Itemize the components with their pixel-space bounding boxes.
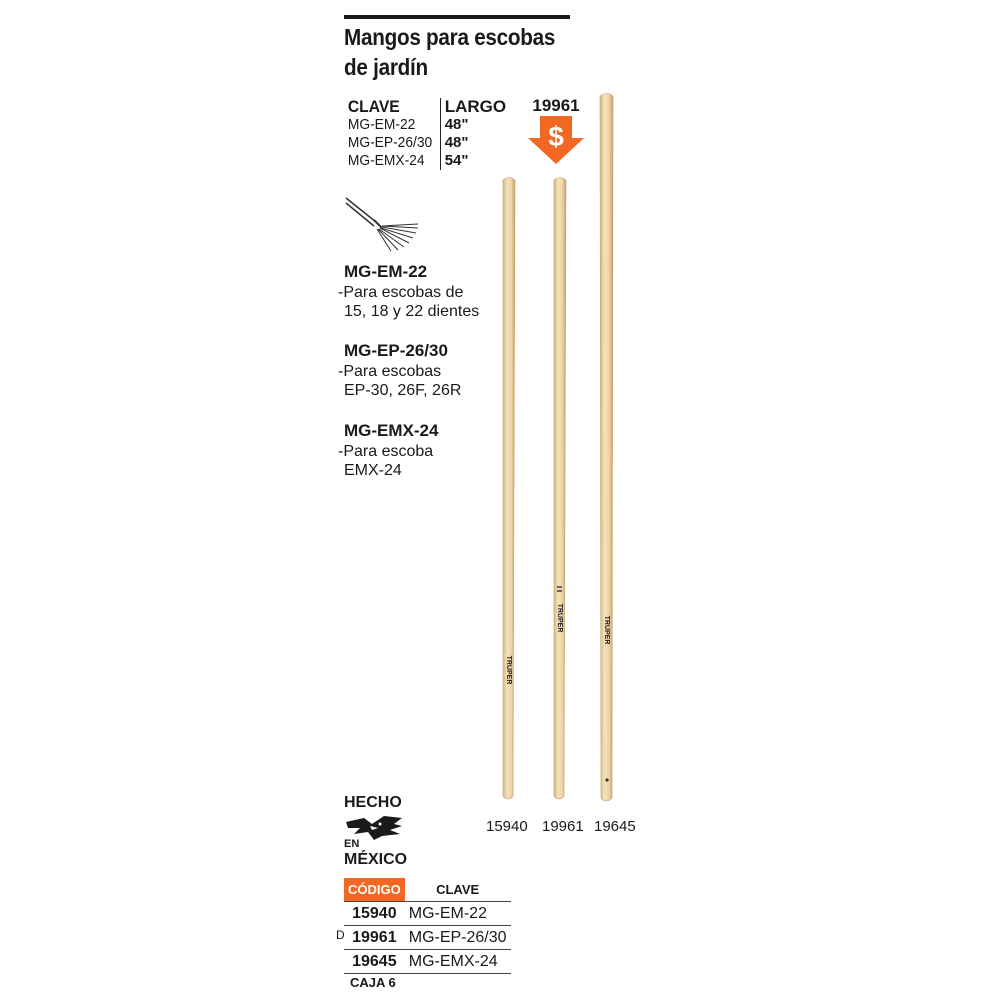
code-clave: MG-EM-22 — [405, 902, 511, 926]
title-rule — [344, 15, 570, 19]
code-table — [344, 878, 511, 974]
handle-19961 — [554, 178, 566, 800]
handle-code-label: 19645 — [594, 818, 636, 835]
brand-marking: TRUPER — [505, 655, 512, 685]
spec-clave: MG-EP-26/30 — [347, 134, 433, 151]
code-codigo: 15940 — [344, 902, 405, 926]
made-in-country: MÉXICO — [344, 851, 408, 868]
brand-marking: TRUPER — [603, 615, 610, 645]
handle-15940 — [503, 178, 515, 800]
spec-clave: MG-EMX-24 — [347, 152, 425, 169]
spec-largo: 54" — [440, 152, 506, 170]
box-quantity: CAJA 6 — [350, 975, 396, 990]
code-clave: MG-EP-26/30 — [405, 926, 511, 950]
description-text: 15, 18 y 22 dientes — [344, 303, 480, 320]
code-header-codigo: CÓDIGO — [344, 878, 405, 902]
handle-19645 — [600, 94, 613, 802]
description-code: MG-EM-22 — [344, 262, 428, 281]
row-marker: D — [336, 928, 345, 942]
eagle-logo-icon — [344, 814, 404, 840]
code-clave: MG-EMX-24 — [405, 950, 511, 974]
price-symbol: $ — [548, 121, 564, 152]
description-text: -Para escobas de — [338, 284, 464, 301]
brand-marking: TRUPER — [556, 603, 563, 633]
made-in-label: HECHO — [344, 794, 402, 811]
rake-icon — [344, 196, 424, 252]
code-codigo: 19961 — [344, 926, 405, 950]
code-header-clave: CLAVE — [405, 878, 511, 902]
code-table-header — [344, 878, 511, 902]
spec-header-largo: LARGO — [440, 98, 506, 116]
spec-largo: 48" — [440, 134, 506, 152]
handles-illustration — [480, 90, 640, 810]
handle-code-label: 15940 — [486, 818, 528, 835]
description-text: -Para escoba — [338, 443, 434, 460]
description-text: EP-30, 26F, 26R — [344, 382, 462, 399]
handle-code-label: 19961 — [542, 818, 584, 835]
code-codigo: 19645 — [344, 950, 405, 974]
description-code: MG-EP-26/30 — [344, 341, 448, 360]
description-text: EMX-24 — [344, 462, 402, 479]
code-table-row — [344, 926, 511, 950]
code-table-row — [344, 950, 511, 974]
description-code: MG-EMX-24 — [344, 421, 439, 440]
spec-largo: 48" — [440, 116, 506, 134]
made-in-en: EN — [344, 838, 360, 850]
spec-clave: MG-EM-22 — [347, 116, 416, 133]
spec-header-clave: CLAVE — [347, 97, 400, 116]
description-text: -Para escobas — [338, 363, 442, 380]
page-title: Mangos para escobas de jardín — [344, 24, 556, 80]
code-table-row — [344, 902, 511, 926]
price-badge-number: 19961 — [532, 96, 580, 115]
